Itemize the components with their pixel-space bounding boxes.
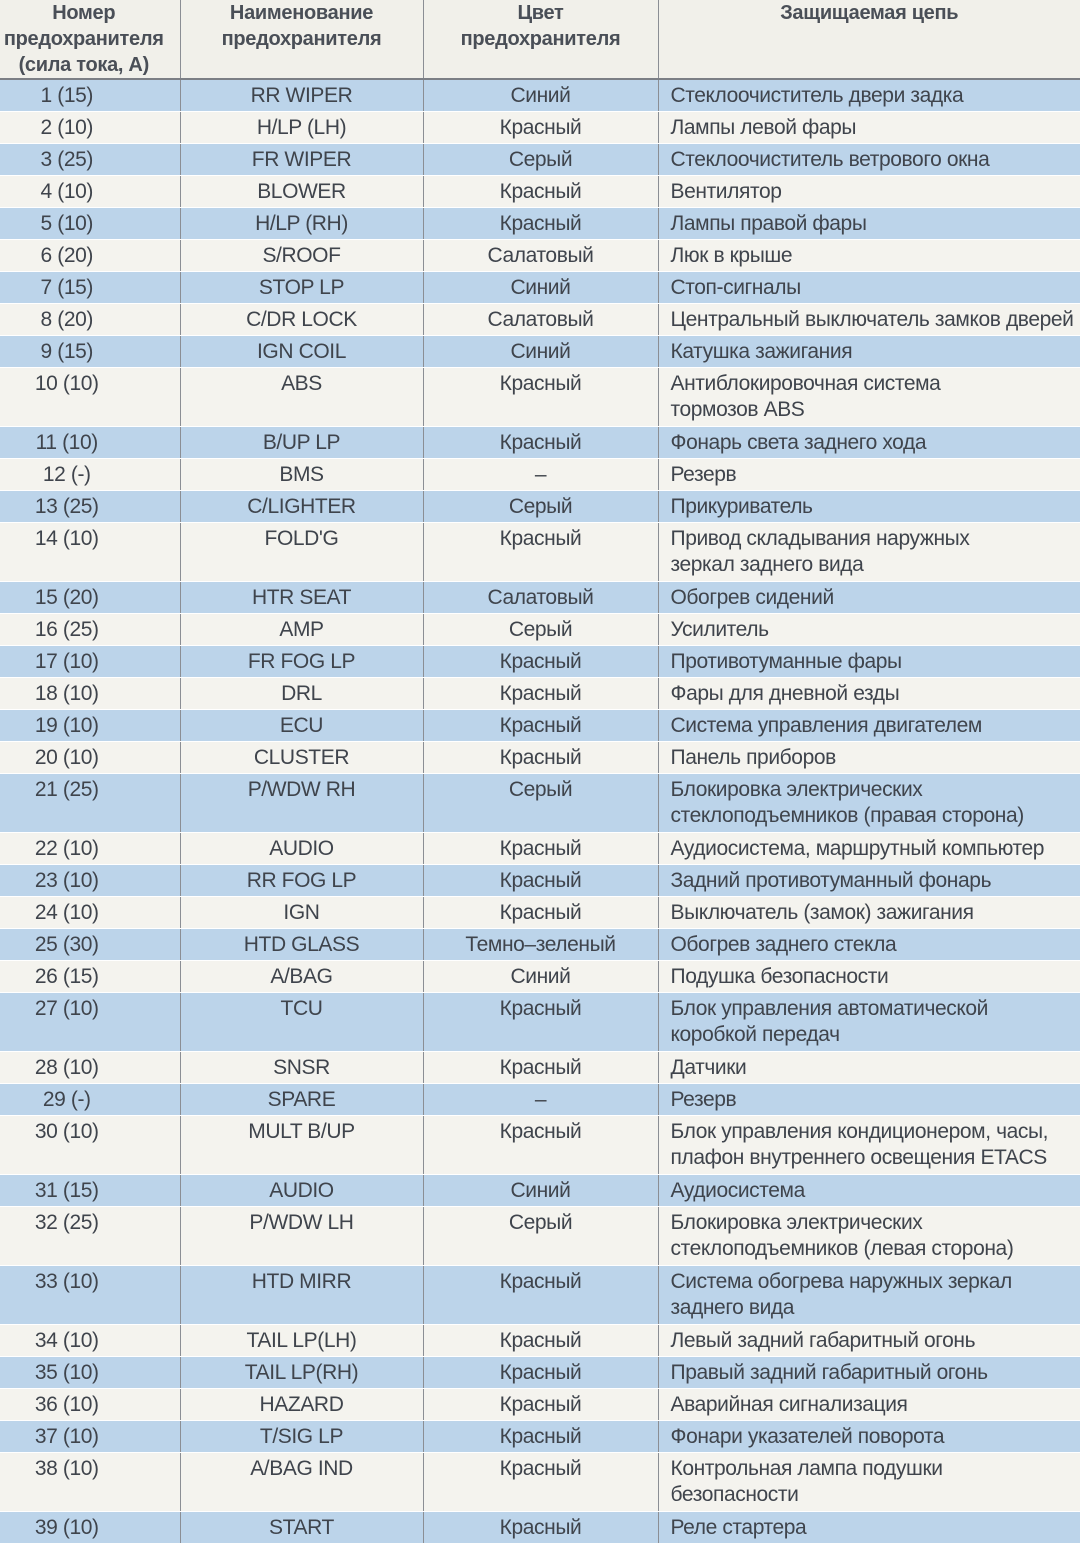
fuse-color-cell: Красный	[423, 1421, 658, 1453]
table-row	[0, 208, 1080, 240]
fuse-name-cell: AUDIO	[180, 833, 423, 865]
protected-circuit-cell: Обогрев сидений	[658, 582, 1080, 614]
protected-circuit-cell: Блокировка электрических стеклоподъемников (правая сторона)	[658, 774, 1080, 833]
protected-circuit-cell: Стеклоочиститель двери задка	[658, 79, 1080, 112]
fuse-name-cell: AMP	[180, 614, 423, 646]
fuse-name-cell: S/ROOF	[180, 240, 423, 272]
fuse-number-cell: 24 (10)	[0, 897, 180, 929]
fuse-color-cell: Красный	[423, 1116, 658, 1175]
protected-circuit-cell: Стоп-сигналы	[658, 272, 1080, 304]
fuse-number-cell: 9 (15)	[0, 336, 180, 368]
protected-circuit-cell: Антиблокировочная система тормозов ABS	[658, 368, 1080, 427]
fuse-number-cell: 35 (10)	[0, 1357, 180, 1389]
protected-circuit-cell: Блок управления кондиционером, часы, плафон внутреннего освещения ETACS	[658, 1116, 1080, 1175]
fuse-name-cell: SNSR	[180, 1052, 423, 1084]
protected-circuit-cell: Вентилятор	[658, 176, 1080, 208]
fuse-number-cell: 36 (10)	[0, 1389, 180, 1421]
protected-circuit-cell: Правый задний габаритный огонь	[658, 1357, 1080, 1389]
fuse-number-cell: 4 (10)	[0, 176, 180, 208]
protected-circuit-cell: Блокировка электрических стеклоподъемников (левая сторона)	[658, 1207, 1080, 1266]
table-row	[0, 523, 1080, 582]
fuse-color-cell: Синий	[423, 961, 658, 993]
fuse-color-cell: Синий	[423, 272, 658, 304]
table-row	[0, 1389, 1080, 1421]
protected-circuit-cell: Подушка безопасности	[658, 961, 1080, 993]
protected-circuit-cell: Аудиосистема	[658, 1175, 1080, 1207]
fuse-color-cell: Красный	[423, 1357, 658, 1389]
protected-circuit-cell: Выключатель (замок) зажигания	[658, 897, 1080, 929]
table-row	[0, 678, 1080, 710]
protected-circuit-cell: Система управления двигателем	[658, 710, 1080, 742]
fuse-name-cell: HAZARD	[180, 1389, 423, 1421]
fuse-number-cell: 17 (10)	[0, 646, 180, 678]
fuse-name-cell: A/BAG IND	[180, 1453, 423, 1512]
fuse-color-cell: Серый	[423, 144, 658, 176]
fuse-name-cell: SPARE	[180, 1084, 423, 1116]
protected-circuit-cell: Лампы левой фары	[658, 112, 1080, 144]
fuse-name-cell: C/DR LOCK	[180, 304, 423, 336]
fuse-color-cell: Красный	[423, 865, 658, 897]
fuse-number-cell: 33 (10)	[0, 1266, 180, 1325]
fuse-name-cell: ABS	[180, 368, 423, 427]
table-row	[0, 176, 1080, 208]
fuse-number-cell: 28 (10)	[0, 1052, 180, 1084]
fuse-number-cell: 8 (20)	[0, 304, 180, 336]
protected-circuit-cell: Фары для дневной езды	[658, 678, 1080, 710]
fuse-color-cell: Салатовый	[423, 240, 658, 272]
fuse-name-cell: STOP LP	[180, 272, 423, 304]
fuse-number-cell: 32 (25)	[0, 1207, 180, 1266]
table-row	[0, 646, 1080, 678]
table-row	[0, 833, 1080, 865]
table-row	[0, 144, 1080, 176]
fuse-number-cell: 18 (10)	[0, 678, 180, 710]
table-row	[0, 336, 1080, 368]
fuse-number-cell: 37 (10)	[0, 1421, 180, 1453]
table-row	[0, 79, 1080, 112]
protected-circuit-cell: Лампы правой фары	[658, 208, 1080, 240]
table-row	[0, 1116, 1080, 1175]
fuse-number-cell: 3 (25)	[0, 144, 180, 176]
protected-circuit-cell: Люк в крыше	[658, 240, 1080, 272]
table-row	[0, 368, 1080, 427]
protected-circuit-cell: Левый задний габаритный огонь	[658, 1325, 1080, 1357]
fuse-color-cell: Темно–зеленый	[423, 929, 658, 961]
fuse-color-cell: Красный	[423, 1052, 658, 1084]
fuse-name-cell: ECU	[180, 710, 423, 742]
fuse-name-cell: DRL	[180, 678, 423, 710]
fuse-color-cell: Салатовый	[423, 304, 658, 336]
fuse-number-cell: 38 (10)	[0, 1453, 180, 1512]
protected-circuit-cell: Центральный выключатель замков дверей	[658, 304, 1080, 336]
fuse-name-cell: HTR SEAT	[180, 582, 423, 614]
protected-circuit-cell: Обогрев заднего стекла	[658, 929, 1080, 961]
protected-circuit-cell: Фонари указателей поворота	[658, 1421, 1080, 1453]
fuse-number-cell: 6 (20)	[0, 240, 180, 272]
fuse-name-cell: H/LP (RH)	[180, 208, 423, 240]
fuse-number-cell: 29 (-)	[0, 1084, 180, 1116]
fuse-color-cell: –	[423, 459, 658, 491]
fuse-color-cell: Красный	[423, 646, 658, 678]
table-row	[0, 459, 1080, 491]
fuse-number-cell: 14 (10)	[0, 523, 180, 582]
column-header-fuse-name: Наименование предохранителя	[180, 0, 423, 79]
fuse-color-cell: –	[423, 1084, 658, 1116]
fuse-name-cell: HTD GLASS	[180, 929, 423, 961]
fuse-name-cell: MULT B/UP	[180, 1116, 423, 1175]
fuse-color-cell: Красный	[423, 208, 658, 240]
protected-circuit-cell: Стеклоочиститель ветрового окна	[658, 144, 1080, 176]
fuse-number-cell: 23 (10)	[0, 865, 180, 897]
fuse-table-body	[0, 79, 1080, 1544]
fuse-number-cell: 11 (10)	[0, 427, 180, 459]
table-row	[0, 961, 1080, 993]
fuse-number-cell: 27 (10)	[0, 993, 180, 1052]
table-row	[0, 1421, 1080, 1453]
fuse-color-cell: Красный	[423, 678, 658, 710]
protected-circuit-cell: Усилитель	[658, 614, 1080, 646]
fuse-name-cell: IGN COIL	[180, 336, 423, 368]
fuse-number-cell: 34 (10)	[0, 1325, 180, 1357]
fuse-name-cell: TAIL LP(RH)	[180, 1357, 423, 1389]
fuse-number-cell: 1 (15)	[0, 79, 180, 112]
protected-circuit-cell: Резерв	[658, 1084, 1080, 1116]
fuse-color-cell: Серый	[423, 614, 658, 646]
table-row	[0, 1175, 1080, 1207]
fuse-color-cell: Красный	[423, 523, 658, 582]
fuse-number-cell: 25 (30)	[0, 929, 180, 961]
protected-circuit-cell: Прикуриватель	[658, 491, 1080, 523]
table-row	[0, 993, 1080, 1052]
fuse-name-cell: AUDIO	[180, 1175, 423, 1207]
fuse-name-cell: FR FOG LP	[180, 646, 423, 678]
protected-circuit-cell: Блок управления автоматической коробкой передач	[658, 993, 1080, 1052]
table-row	[0, 1512, 1080, 1544]
fuse-number-cell: 19 (10)	[0, 710, 180, 742]
fuse-color-cell: Красный	[423, 427, 658, 459]
fuse-name-cell: B/UP LP	[180, 427, 423, 459]
fuse-name-cell: START	[180, 1512, 423, 1544]
fuse-color-cell: Красный	[423, 368, 658, 427]
fuse-name-cell: C/LIGHTER	[180, 491, 423, 523]
table-row	[0, 582, 1080, 614]
fuse-name-cell: CLUSTER	[180, 742, 423, 774]
table-row	[0, 710, 1080, 742]
fuse-number-cell: 7 (15)	[0, 272, 180, 304]
protected-circuit-cell: Резерв	[658, 459, 1080, 491]
fuse-number-cell: 22 (10)	[0, 833, 180, 865]
fuse-color-cell: Синий	[423, 1175, 658, 1207]
fuse-name-cell: BMS	[180, 459, 423, 491]
fuse-name-cell: H/LP (LH)	[180, 112, 423, 144]
protected-circuit-cell: Реле стартера	[658, 1512, 1080, 1544]
fuse-color-cell: Красный	[423, 993, 658, 1052]
protected-circuit-cell: Система обогрева наружных зеркал заднего вида	[658, 1266, 1080, 1325]
fuse-color-cell: Салатовый	[423, 582, 658, 614]
fuse-color-cell: Красный	[423, 833, 658, 865]
fuse-name-cell: T/SIG LP	[180, 1421, 423, 1453]
column-header-fuse-number: Номер предохранителя (сила тока, А)	[0, 0, 180, 79]
fuse-color-cell: Красный	[423, 1453, 658, 1512]
fuse-name-cell: RR WIPER	[180, 79, 423, 112]
table-row	[0, 304, 1080, 336]
protected-circuit-cell: Фонарь света заднего хода	[658, 427, 1080, 459]
fuse-number-cell: 26 (15)	[0, 961, 180, 993]
table-row	[0, 614, 1080, 646]
column-header-fuse-color: Цвет предохранителя	[423, 0, 658, 79]
fuse-name-cell: TCU	[180, 993, 423, 1052]
table-row	[0, 1052, 1080, 1084]
fuse-name-cell: P/WDW RH	[180, 774, 423, 833]
table-row	[0, 897, 1080, 929]
fuse-number-cell: 31 (15)	[0, 1175, 180, 1207]
column-header-protected-circuit: Защищаемая цепь	[658, 0, 1080, 79]
fuse-name-cell: FOLD'G	[180, 523, 423, 582]
fuse-color-cell: Красный	[423, 710, 658, 742]
fuse-name-cell: RR FOG LP	[180, 865, 423, 897]
fuse-color-cell: Красный	[423, 1389, 658, 1421]
table-row	[0, 742, 1080, 774]
table-row	[0, 1453, 1080, 1512]
protected-circuit-cell: Катушка зажигания	[658, 336, 1080, 368]
protected-circuit-cell: Датчики	[658, 1052, 1080, 1084]
fuse-color-cell: Синий	[423, 79, 658, 112]
fuse-color-cell: Красный	[423, 1266, 658, 1325]
protected-circuit-cell: Контрольная лампа подушки безопасности	[658, 1453, 1080, 1512]
protected-circuit-cell: Привод складывания наружных зеркал заднего вида	[658, 523, 1080, 582]
fuse-number-cell: 13 (25)	[0, 491, 180, 523]
fuse-color-cell: Красный	[423, 1325, 658, 1357]
fuse-number-cell: 20 (10)	[0, 742, 180, 774]
table-row	[0, 929, 1080, 961]
fuse-color-cell: Красный	[423, 176, 658, 208]
table-row	[0, 1084, 1080, 1116]
fuse-color-cell: Красный	[423, 112, 658, 144]
fuse-number-cell: 15 (20)	[0, 582, 180, 614]
table-row	[0, 272, 1080, 304]
fuse-number-cell: 16 (25)	[0, 614, 180, 646]
fuse-color-cell: Красный	[423, 1512, 658, 1544]
protected-circuit-cell: Аудиосистема, маршрутный компьютер	[658, 833, 1080, 865]
fuse-color-cell: Красный	[423, 742, 658, 774]
fuse-color-cell: Серый	[423, 1207, 658, 1266]
table-row	[0, 240, 1080, 272]
fuse-name-cell: A/BAG	[180, 961, 423, 993]
fuse-number-cell: 12 (-)	[0, 459, 180, 491]
protected-circuit-cell: Задний противотуманный фонарь	[658, 865, 1080, 897]
table-row	[0, 427, 1080, 459]
fuse-name-cell: HTD MIRR	[180, 1266, 423, 1325]
fuse-name-cell: BLOWER	[180, 176, 423, 208]
protected-circuit-cell: Противотуманные фары	[658, 646, 1080, 678]
fuse-color-cell: Серый	[423, 774, 658, 833]
fuse-number-cell: 10 (10)	[0, 368, 180, 427]
header-row	[0, 0, 1080, 79]
fuse-color-cell: Синий	[423, 336, 658, 368]
fuse-number-cell: 21 (25)	[0, 774, 180, 833]
fuse-name-cell: IGN	[180, 897, 423, 929]
fuse-name-cell: TAIL LP(LH)	[180, 1325, 423, 1357]
fuse-number-cell: 2 (10)	[0, 112, 180, 144]
table-row	[0, 865, 1080, 897]
table-row	[0, 1357, 1080, 1389]
fuse-color-cell: Красный	[423, 897, 658, 929]
table-row	[0, 1266, 1080, 1325]
protected-circuit-cell: Панель приборов	[658, 742, 1080, 774]
table-row	[0, 774, 1080, 833]
fuse-number-cell: 30 (10)	[0, 1116, 180, 1175]
fuse-number-cell: 39 (10)	[0, 1512, 180, 1544]
table-row	[0, 491, 1080, 523]
table-row	[0, 1325, 1080, 1357]
table-row	[0, 112, 1080, 144]
fuse-number-cell: 5 (10)	[0, 208, 180, 240]
protected-circuit-cell: Аварийная сигнализация	[658, 1389, 1080, 1421]
table-row	[0, 1207, 1080, 1266]
fuse-color-cell: Серый	[423, 491, 658, 523]
fuse-name-cell: P/WDW LH	[180, 1207, 423, 1266]
fuse-name-cell: FR WIPER	[180, 144, 423, 176]
